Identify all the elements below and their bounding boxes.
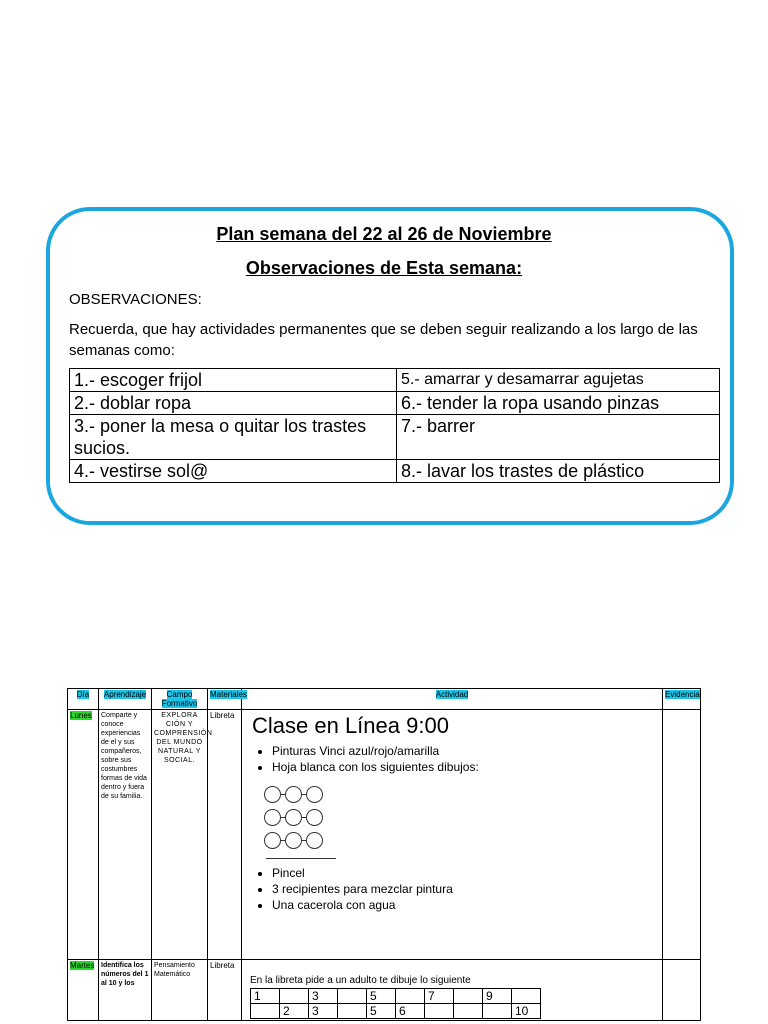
day-lunes: Lunes [70,711,92,720]
activity-cell: 2.- doblar ropa [70,392,397,415]
evidencia-lunes [663,710,701,960]
list-item: • Una cacerola con agua [272,897,660,913]
aprendizaje-lunes: Comparte y conoce experiencias de el y sus compañeros, sobre sus costumbres formas de vida dentro y fuera de su familia. [99,710,152,960]
list-item: • Hoja blanca con los siguientes dibujos: [272,759,660,775]
numbers-grid: 1 3 5 7 9 2 3 5 6 10 [250,988,541,1019]
activity-cell: 6.- tender la ropa usando pinzas [397,392,720,415]
reminder-text: Recuerda, que hay actividades permanentes que se deben seguir realizando a los largo de las semanas como: [69,321,698,359]
martes-instruction: En la libreta pide a un adulto te dibuje lo siguiente [250,975,471,986]
activity-cell: 3.- poner la mesa o quitar los trastes sucios. [70,415,397,460]
aprendizaje-martes: Identifica los números del 1 al 10 y los [99,960,152,1021]
plan-title: Plan semana del 22 al 26 de Noviembre [216,224,552,244]
activity-cell: 7.- barrer [397,415,720,460]
activity-cell: 4.- vestirse sol@ [70,460,397,483]
activity-cell: 5.- amarrar y desamarrar agujetas [397,369,720,392]
materiales-martes: Libreta [208,960,242,1021]
observations-title: Observaciones de Esta semana: [245,258,523,278]
list-item: • Pincel [272,865,660,881]
activities-table [69,368,720,483]
materials-list-2 [244,865,660,913]
table-row [70,415,720,460]
header-aprendizaje: Aprendizaje [103,690,147,699]
activity-cell: 1.- escoger frijol [70,369,397,392]
table-row [70,392,720,415]
header-evidencia: Evidencia [665,690,700,699]
actividad-martes [242,960,663,1021]
class-title: Clase en Línea 9:00 [252,713,449,738]
header-dia: Día [76,690,90,699]
table-row [70,369,720,392]
materiales-lunes: Libreta [208,710,242,960]
list-item: • Pinturas Vinci azul/rojo/amarilla [272,743,660,759]
header-campo: Campo Formativo [161,690,198,708]
day-martes: Martes [70,961,95,970]
campo-lunes: EXPLORA CIÓN Y COMPRENSIÓN DEL MUNDO NATURAL Y SOCIAL. [152,710,208,960]
observations-label: OBSERVACIONES: [69,291,202,308]
table-row [68,710,701,960]
circles-drawing [264,783,660,859]
activity-cell: 8.- lavar los trastes de plástico [397,460,720,483]
header-materiales: Materiales [210,690,247,699]
evidencia-martes [663,960,701,1021]
table-row [68,960,701,1021]
weekly-plan-table [67,688,701,1021]
actividad-lunes [242,710,663,960]
header-row [68,689,701,710]
campo-martes: Pensamiento Matemático [152,960,208,1021]
table-row [70,460,720,483]
header-actividad: Actividad [435,690,469,699]
list-item: • 3 recipientes para mezclar pintura [272,881,660,897]
materials-list [244,743,660,775]
